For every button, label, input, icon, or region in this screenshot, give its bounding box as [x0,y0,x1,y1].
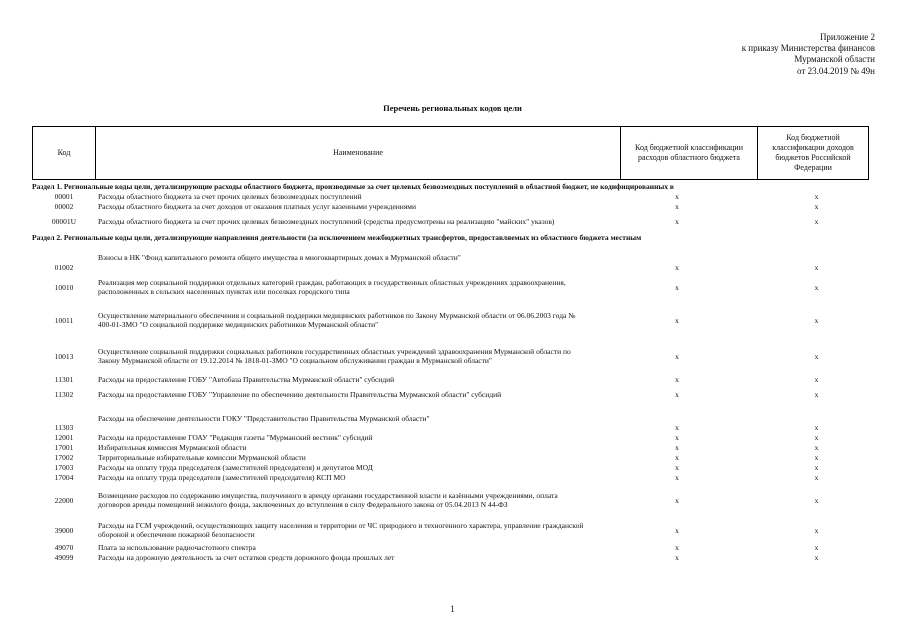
row-expense-mark: x [675,191,679,201]
row-name: Территориальные избирательные комиссии Мурманской области [98,452,306,462]
row-code: 00002 [54,201,74,211]
header-code: Код [32,126,96,180]
row-name: Расходы на предоставление ГОАУ "Редакция газеты "Мурманский вестник" субсидий [98,432,373,442]
row-code: 11301 [54,374,74,384]
row-expense-mark: x [675,542,679,552]
table-row [32,202,870,212]
row-income-mark: x [814,201,819,211]
row-name: Избирательная комиссия Мурманской области [98,442,247,452]
row-income-mark: x [814,191,819,201]
row-income-mark: x [814,542,819,552]
document-title: Перечень региональных кодов цели [383,103,522,113]
row-expense-mark: x [675,525,679,535]
row-code: 10013 [54,351,74,361]
row-code: 49099 [54,552,74,562]
table-row [32,405,870,433]
row-income-mark: x [814,389,819,399]
row-name: Расходы на предоставление ГОБУ "Автобаза Правительства Мурманской области" субсидий [98,374,395,384]
table-row [32,443,870,453]
row-name: Расходы на ГСМ учреждений, осуществляющих защиту населения и территории от ЧС природного и техногенного характера, управление гражданской обороной и обеспечение пожарной безопасности [98,521,584,539]
table-row [32,243,870,273]
row-code: 17001 [54,442,74,452]
row-code: 01002 [54,263,74,273]
section-heading: Раздел 2. Региональные коды цели, детализирующие направления деятельности (за исключением межбюджетных трансфертов, предоставляемых из областного бюджета местным [32,233,642,242]
table-row [32,463,870,473]
row-income-mark: x [814,442,819,452]
table-row [32,519,870,543]
table-row [32,473,870,483]
row-name: Расходы на оплату труда председателя (заместителей председателя) КСП МО [98,472,346,482]
row-income-mark: x [814,472,819,482]
table-row [32,192,870,202]
annex-line: Мурманской области [794,54,875,65]
row-expense-mark: x [675,374,679,384]
row-name: Взносы в НК "Фонд капитального ремонта общего имущества в многоквартирных домах в Мурманской области" [98,252,461,262]
row-code: 11303 [54,423,74,433]
table-row [32,453,870,463]
section-heading: Раздел 1. Региональные коды цели, детализирующие расходы областного бюджета, производимые за счет целевых безвозмездных поступлений в областной бюджет, не кодифицированных в [32,182,674,191]
table-row [32,273,870,303]
row-code: 11302 [54,389,74,399]
row-code: 17004 [54,472,74,482]
row-income-mark: x [814,432,819,442]
row-name: Осуществление материального обеспечения и социальной поддержки медицинских работников по Закону Мурманской области от 06.06.2003 года № 400-01-ЗМО "О социальной поддержке медицинских работников Мурманской области" [98,311,576,329]
table-row [32,553,870,563]
table-row [32,543,870,553]
row-income-mark: x [814,495,819,505]
row-income-mark: x [814,216,819,226]
row-income-mark: x [814,351,819,361]
table-header [32,126,870,180]
row-name: Расходы на оплату труда председателя (заместителей председателя) и депутатов МОД [98,462,373,472]
row-code: 10010 [54,282,74,292]
row-expense-mark: x [675,263,679,273]
page-number: 1 [450,604,455,614]
annex-header [742,32,875,77]
row-code: 17003 [54,462,74,472]
row-code: 10011 [54,315,74,325]
row-income-mark: x [814,315,819,325]
row-income-mark: x [814,263,819,273]
row-name: Возмещение расходов по содержанию имущества, полученного в аренду органами государственной власти и казёнными учреждениями, оплата договоров аренды помещений нежилого фонда, заключенных до вступления в силу Федерального закона от 05.04.2013 N 44-ФЗ [98,491,558,509]
row-income-mark: x [814,452,819,462]
row-code: 12001 [54,432,74,442]
row-expense-mark: x [675,432,679,442]
row-code: 39000 [54,525,74,535]
row-income-mark: x [814,552,819,562]
header-income-code: Код бюджетной классификации доходов бюджетов Российской Федерации [757,126,869,180]
row-expense-mark: x [675,282,679,292]
annex-line: от 23.04.2019 № 49н [797,65,875,76]
table-row [32,303,870,339]
row-code: 17002 [54,452,74,462]
table-row [32,483,870,519]
row-expense-mark: x [675,495,679,505]
annex-line: Приложение 2 [819,32,875,42]
row-code: 00001 [54,191,74,201]
row-expense-mark: x [675,351,679,361]
row-income-mark: x [814,374,819,384]
row-expense-mark: x [675,452,679,462]
row-name: Расходы областного бюджета за счет доходов от оказания платных услуг казенными учреждениями [98,201,417,211]
row-expense-mark: x [675,552,679,562]
row-name: Расходы областного бюджета за счет прочих целевых безвозмездных поступлений [98,191,362,201]
row-name: Расходы на дорожную деятельность за счет остатков средств дорожного фонда прошлых лет [98,552,395,562]
row-expense-mark: x [675,423,679,433]
row-income-mark: x [814,462,819,472]
row-name: Осуществление социальной поддержки социальных работников государственных областных учреждений здравоохранения Мурманской области по Закону Мурманской области от 19.12.2014 № 1818-01-ЗМО "О социальном обслуживании граждан в Мурманской области" [98,347,571,365]
row-expense-mark: x [675,216,679,226]
row-expense-mark: x [675,472,679,482]
row-expense-mark: x [675,462,679,472]
row-name: Расходы на обеспечение деятельности ГОКУ "Представительство Правительства Мурманской области" [98,413,430,423]
row-income-mark: x [814,282,819,292]
table-row [32,212,870,232]
row-name: Плата за использование радиочастотного спектра [98,542,256,552]
row-name: Расходы на предоставление ГОБУ "Управление по обеспечению деятельности Правительства Мурманской области" субсидий [98,389,502,399]
table-body [32,181,870,563]
row-expense-mark: x [675,201,679,211]
row-name: Расходы областного бюджета за счет прочих целевых безвозмездных поступлений (средства предусмотрены на реализацию "майских" указов) [98,216,555,226]
row-expense-mark: x [675,315,679,325]
table-row [32,375,870,385]
table-row [32,385,870,405]
row-code: 22000 [54,495,74,505]
header-expense-code: Код бюджетной классификации расходов областного бюджета [620,126,758,180]
row-expense-mark: x [675,442,679,452]
table-row [32,433,870,443]
row-expense-mark: x [675,389,679,399]
row-income-mark: x [814,525,819,535]
header-name: Наименование [95,126,621,180]
table-row [32,339,870,375]
row-code: 00001U [51,216,77,226]
row-name: Реализация мер социальной поддержки отдельных категорий граждан, работающих в государственных областных учреждениях здравоохранения, расположенных в сельских населенных пунктах или поселках городского типа [98,278,566,296]
annex-line: к приказу Министерства финансов [741,43,875,54]
row-code: 49070 [54,542,74,552]
row-income-mark: x [814,423,819,433]
